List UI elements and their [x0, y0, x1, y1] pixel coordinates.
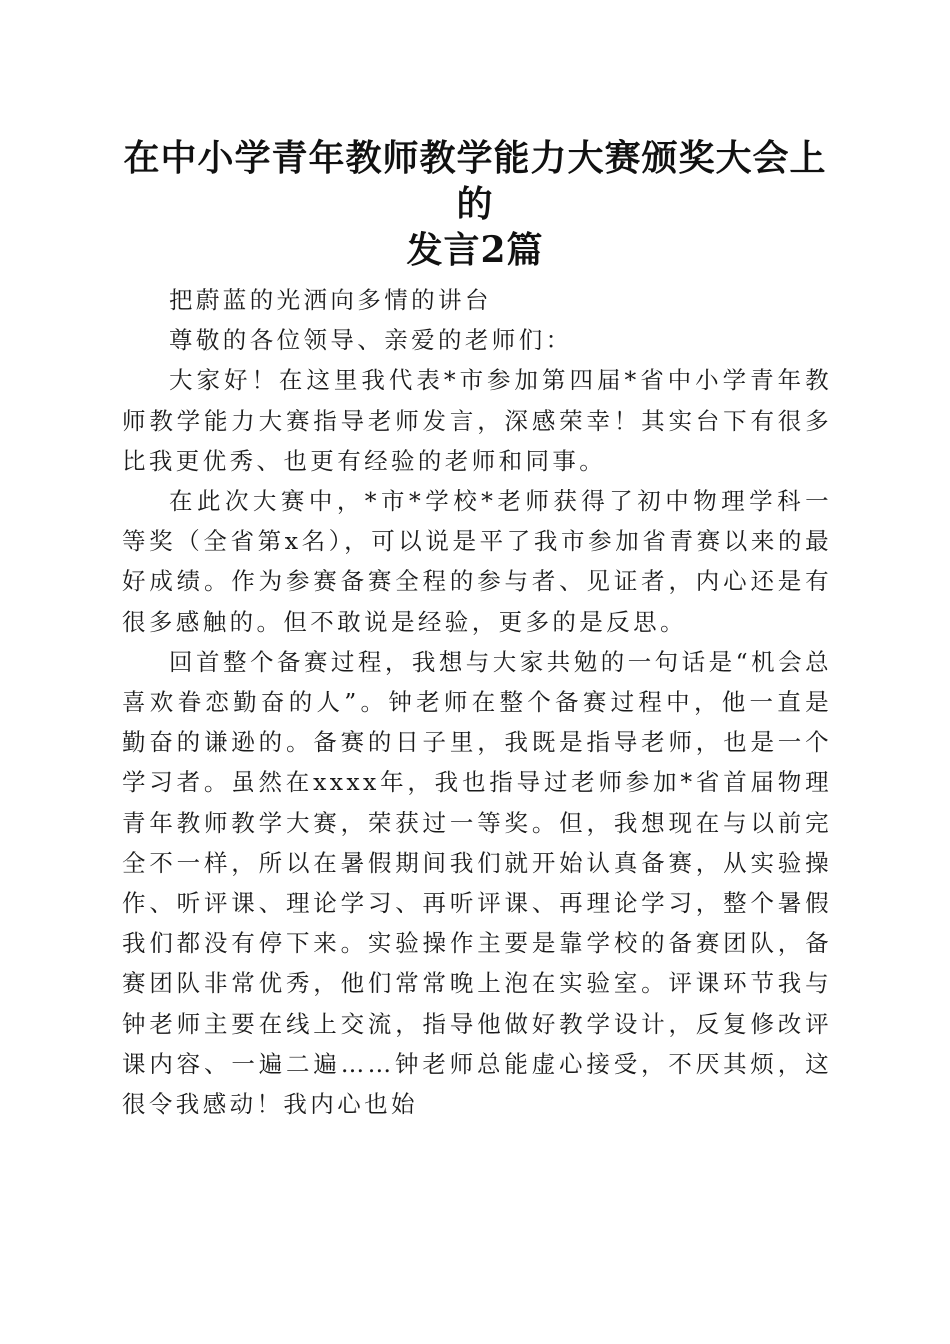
salutation-paragraph: 尊敬的各位领导、亲爱的老师们：: [169, 326, 573, 355]
body-paragraph: 大家好！在这里我代表*市参加第四届*省中小学青年教师教学能力大赛指导老师发言，深感荣幸！其实台下有很多比我更优秀、也更有经验的老师和同事。: [122, 366, 832, 475]
title-line-2: 发言2篇: [406, 229, 544, 271]
document-body: [122, 280, 832, 1124]
document-title: [110, 135, 840, 273]
body-paragraph: 回首整个备赛过程，我想与大家共勉的一句话是“机会总喜欢眷恋勤奋的人”。钟老师在整个备赛过程中，他一直是勤奋的谦逊的。备赛的日子里，我既是指导老师，也是一个学习者。虽然在xxxx年，我也指导过老师参加*省首届物理青年教师教学大赛，荣获过一等奖。但，我想现在与以前完全不一样，所以在暑假期间我们就开始认真备赛，从实验操作、听评课、理论学习、再听评课、再理论学习，整个暑假我们都没有停下来。实验操作主要是靠学校的备赛团队，备赛团队非常优秀，他们常常晚上泡在实验室。评课环节我与钟老师主要在线上交流，指导他做好教学设计，反复修改评课内容、一遍二遍……钟老师总能虚心接受，不厌其烦，这很令我感动！我内心也始: [122, 647, 832, 1119]
subtitle-paragraph: 把蔚蓝的光洒向多情的讲台: [169, 286, 492, 314]
title-line-1: 在中小学青年教师教学能力大赛颁奖大会上的: [123, 137, 827, 225]
body-paragraph: 在此次大赛中，*市*学校*老师获得了初中物理学科一等奖（全省第x名），可以说是平了我市参加省青赛以来的最好成绩。作为参赛备赛全程的参与者、见证者，内心还是有很多感触的。但不敢说是经验，更多的是反思。: [122, 487, 832, 636]
